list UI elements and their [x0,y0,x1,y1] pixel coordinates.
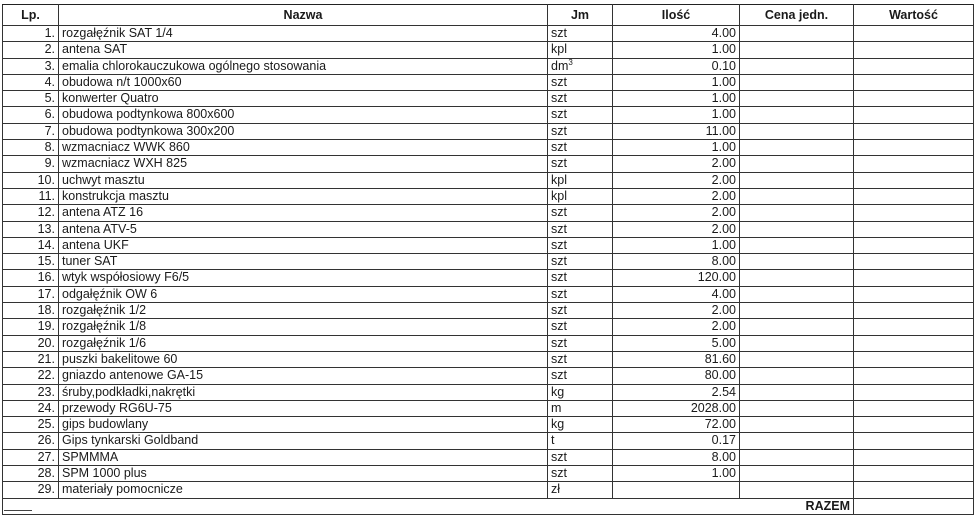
cell-jm: szt [548,74,613,90]
cell-ilosc: 2.00 [613,205,740,221]
cell-nazwa: Gips tynkarski Goldband [59,433,548,449]
cell-jm: szt [548,270,613,286]
cell-jm: szt [548,237,613,253]
cell-cena [740,123,854,139]
header-row [3,5,974,26]
cell-lp: 8. [3,140,59,156]
cell-cena [740,319,854,335]
table-row [3,384,974,400]
header-cena: Cena jedn. [740,5,854,26]
table-row [3,400,974,416]
cell-cena [740,26,854,42]
cell-cena [740,417,854,433]
cell-nazwa: rozgałęźnik SAT 1/4 [59,26,548,42]
table-row [3,58,974,74]
cell-cena [740,107,854,123]
cost-table [2,4,974,515]
cell-lp: 13. [3,221,59,237]
cell-nazwa: wzmacniacz WXH 825 [59,156,548,172]
cell-wartosc [854,466,974,482]
cell-wartosc [854,237,974,253]
cell-lp: 18. [3,303,59,319]
table-row [3,42,974,58]
cell-ilosc: 0.17 [613,433,740,449]
cell-wartosc [854,172,974,188]
cell-ilosc: 1.00 [613,91,740,107]
cell-lp: 22. [3,368,59,384]
header-lp: Lp. [3,5,59,26]
cell-jm: szt [548,107,613,123]
cell-nazwa: antena ATZ 16 [59,205,548,221]
cell-wartosc [854,221,974,237]
cell-cena [740,351,854,367]
cell-lp: 28. [3,466,59,482]
cell-lp: 11. [3,188,59,204]
cell-ilosc: 8.00 [613,254,740,270]
cell-wartosc [854,26,974,42]
cell-lp: 19. [3,319,59,335]
cell-wartosc [854,303,974,319]
cell-jm: szt [548,351,613,367]
cell-cena [740,384,854,400]
cell-wartosc [854,482,974,498]
cell-lp: 20. [3,335,59,351]
footer-line [4,510,32,511]
cell-nazwa: antena UKF [59,237,548,253]
cell-cena [740,221,854,237]
table-row [3,107,974,123]
cell-wartosc [854,91,974,107]
cell-ilosc: 72.00 [613,417,740,433]
cell-wartosc [854,449,974,465]
cell-nazwa: rozgałęźnik 1/6 [59,335,548,351]
cell-cena [740,91,854,107]
cell-jm: kpl [548,172,613,188]
cell-nazwa: SPM 1000 plus [59,466,548,482]
cell-lp: 10. [3,172,59,188]
header-nazwa: Nazwa [59,5,548,26]
table-row [3,319,974,335]
cell-nazwa: tuner SAT [59,254,548,270]
cell-jm: szt [548,286,613,302]
cell-cena [740,58,854,74]
cell-lp: 9. [3,156,59,172]
cell-jm: szt [548,205,613,221]
table-row [3,237,974,253]
cell-ilosc: 1.00 [613,466,740,482]
cell-wartosc [854,286,974,302]
table-row [3,221,974,237]
cell-lp: 7. [3,123,59,139]
razem-value [854,498,974,514]
cell-jm: kg [548,384,613,400]
cell-jm: szt [548,254,613,270]
table-row [3,466,974,482]
table-row [3,482,974,498]
cell-lp: 5. [3,91,59,107]
cell-cena [740,449,854,465]
cell-wartosc [854,400,974,416]
table-body [3,26,974,499]
table-row [3,91,974,107]
cell-nazwa: odgałęźnik OW 6 [59,286,548,302]
table-row [3,351,974,367]
cell-cena [740,42,854,58]
cell-lp: 16. [3,270,59,286]
cell-lp: 3. [3,58,59,74]
header-wartosc: Wartość [854,5,974,26]
cell-wartosc [854,74,974,90]
cell-wartosc [854,351,974,367]
table-row [3,188,974,204]
cell-lp: 12. [3,205,59,221]
cell-lp: 6. [3,107,59,123]
cell-lp: 25. [3,417,59,433]
table-row [3,303,974,319]
cell-jm: kpl [548,42,613,58]
cell-wartosc [854,368,974,384]
cell-lp: 14. [3,237,59,253]
cell-wartosc [854,384,974,400]
table-row [3,449,974,465]
cell-ilosc: 1.00 [613,74,740,90]
cell-lp: 26. [3,433,59,449]
cell-jm: kg [548,417,613,433]
cell-jm: t [548,433,613,449]
cell-wartosc [854,123,974,139]
cell-cena [740,237,854,253]
cell-cena [740,482,854,498]
table-row [3,26,974,42]
cell-nazwa: emalia chlorokauczukowa ogólnego stosowania [59,58,548,74]
cell-jm: szt [548,140,613,156]
cell-jm: szt [548,221,613,237]
cell-ilosc: 4.00 [613,26,740,42]
cell-ilosc: 2.00 [613,319,740,335]
cell-wartosc [854,188,974,204]
cell-jm: szt [548,123,613,139]
cell-jm: m [548,400,613,416]
cell-nazwa: wtyk współosiowy F6/5 [59,270,548,286]
table-row [3,205,974,221]
cell-wartosc [854,156,974,172]
cell-wartosc [854,417,974,433]
cell-ilosc: 5.00 [613,335,740,351]
cell-nazwa: gniazdo antenowe GA-15 [59,368,548,384]
cell-ilosc: 1.00 [613,237,740,253]
cell-jm: szt [548,466,613,482]
cell-nazwa: rozgałęźnik 1/8 [59,319,548,335]
cell-nazwa: rozgałęźnik 1/2 [59,303,548,319]
cell-jm: szt [548,156,613,172]
cell-wartosc [854,433,974,449]
cell-wartosc [854,107,974,123]
cell-ilosc: 2.00 [613,172,740,188]
cell-cena [740,74,854,90]
cell-cena [740,270,854,286]
cell-wartosc [854,140,974,156]
cell-jm: zł [548,482,613,498]
cell-nazwa: obudowa n/t 1000x60 [59,74,548,90]
cell-lp: 27. [3,449,59,465]
cell-wartosc [854,205,974,221]
cell-ilosc: 8.00 [613,449,740,465]
cell-cena [740,172,854,188]
cell-jm: szt [548,449,613,465]
cell-jm: szt [548,368,613,384]
table-row [3,433,974,449]
cell-ilosc: 1.00 [613,107,740,123]
cell-wartosc [854,319,974,335]
cell-jm: szt [548,319,613,335]
table-row [3,417,974,433]
cell-nazwa: gips budowlany [59,417,548,433]
header-ilosc: Ilość [613,5,740,26]
razem-row [3,498,974,514]
cell-cena [740,433,854,449]
table-row [3,140,974,156]
cell-ilosc: 2.00 [613,221,740,237]
cell-lp: 4. [3,74,59,90]
cell-lp: 2. [3,42,59,58]
cell-ilosc [613,482,740,498]
cell-ilosc: 2.00 [613,156,740,172]
cell-lp: 1. [3,26,59,42]
cell-wartosc [854,58,974,74]
razem-label: RAZEM [3,498,854,514]
cell-lp: 23. [3,384,59,400]
cell-cena [740,254,854,270]
cell-nazwa: antena ATV-5 [59,221,548,237]
header-jm: Jm [548,5,613,26]
cell-wartosc [854,254,974,270]
cell-ilosc: 81.60 [613,351,740,367]
cell-ilosc: 120.00 [613,270,740,286]
table-row [3,286,974,302]
cell-cena [740,466,854,482]
cell-lp: 17. [3,286,59,302]
table-row [3,172,974,188]
table-row [3,335,974,351]
cell-ilosc: 1.00 [613,140,740,156]
cell-nazwa: antena SAT [59,42,548,58]
cell-ilosc: 2.54 [613,384,740,400]
cell-jm: szt [548,303,613,319]
cell-ilosc: 80.00 [613,368,740,384]
cell-nazwa: konstrukcja masztu [59,188,548,204]
cell-cena [740,335,854,351]
cell-ilosc: 1.00 [613,42,740,58]
cell-nazwa: puszki bakelitowe 60 [59,351,548,367]
cell-cena [740,368,854,384]
cell-lp: 24. [3,400,59,416]
cell-ilosc: 11.00 [613,123,740,139]
cell-nazwa: obudowa podtynkowa 300x200 [59,123,548,139]
cell-cena [740,205,854,221]
cell-nazwa: uchwyt masztu [59,172,548,188]
cell-cena [740,400,854,416]
cell-jm: szt [548,26,613,42]
cell-nazwa: konwerter Quatro [59,91,548,107]
table-row [3,254,974,270]
cell-cena [740,286,854,302]
cell-ilosc: 4.00 [613,286,740,302]
cell-cena [740,156,854,172]
table-row [3,74,974,90]
cell-wartosc [854,335,974,351]
cell-ilosc: 0.10 [613,58,740,74]
cell-lp: 15. [3,254,59,270]
cell-nazwa: przewody RG6U-75 [59,400,548,416]
cell-jm: $dm^3$ [548,58,613,74]
cell-jm: szt [548,335,613,351]
cell-lp: 21. [3,351,59,367]
table-row [3,270,974,286]
cell-lp: 29. [3,482,59,498]
cell-wartosc [854,42,974,58]
cell-ilosc: 2.00 [613,303,740,319]
cell-ilosc: 2028.00 [613,400,740,416]
cell-nazwa: obudowa podtynkowa 800x600 [59,107,548,123]
table-row [3,156,974,172]
cell-nazwa: wzmacniacz WWK 860 [59,140,548,156]
cell-wartosc [854,270,974,286]
cell-cena [740,140,854,156]
table-row [3,368,974,384]
cell-jm: szt [548,91,613,107]
cell-cena [740,188,854,204]
cell-ilosc: 2.00 [613,188,740,204]
table-row [3,123,974,139]
cell-nazwa: materiały pomocnicze [59,482,548,498]
cell-jm: kpl [548,188,613,204]
cell-cena [740,303,854,319]
cell-nazwa: SPMMMA [59,449,548,465]
cell-nazwa: śruby,podkładki,nakrętki [59,384,548,400]
